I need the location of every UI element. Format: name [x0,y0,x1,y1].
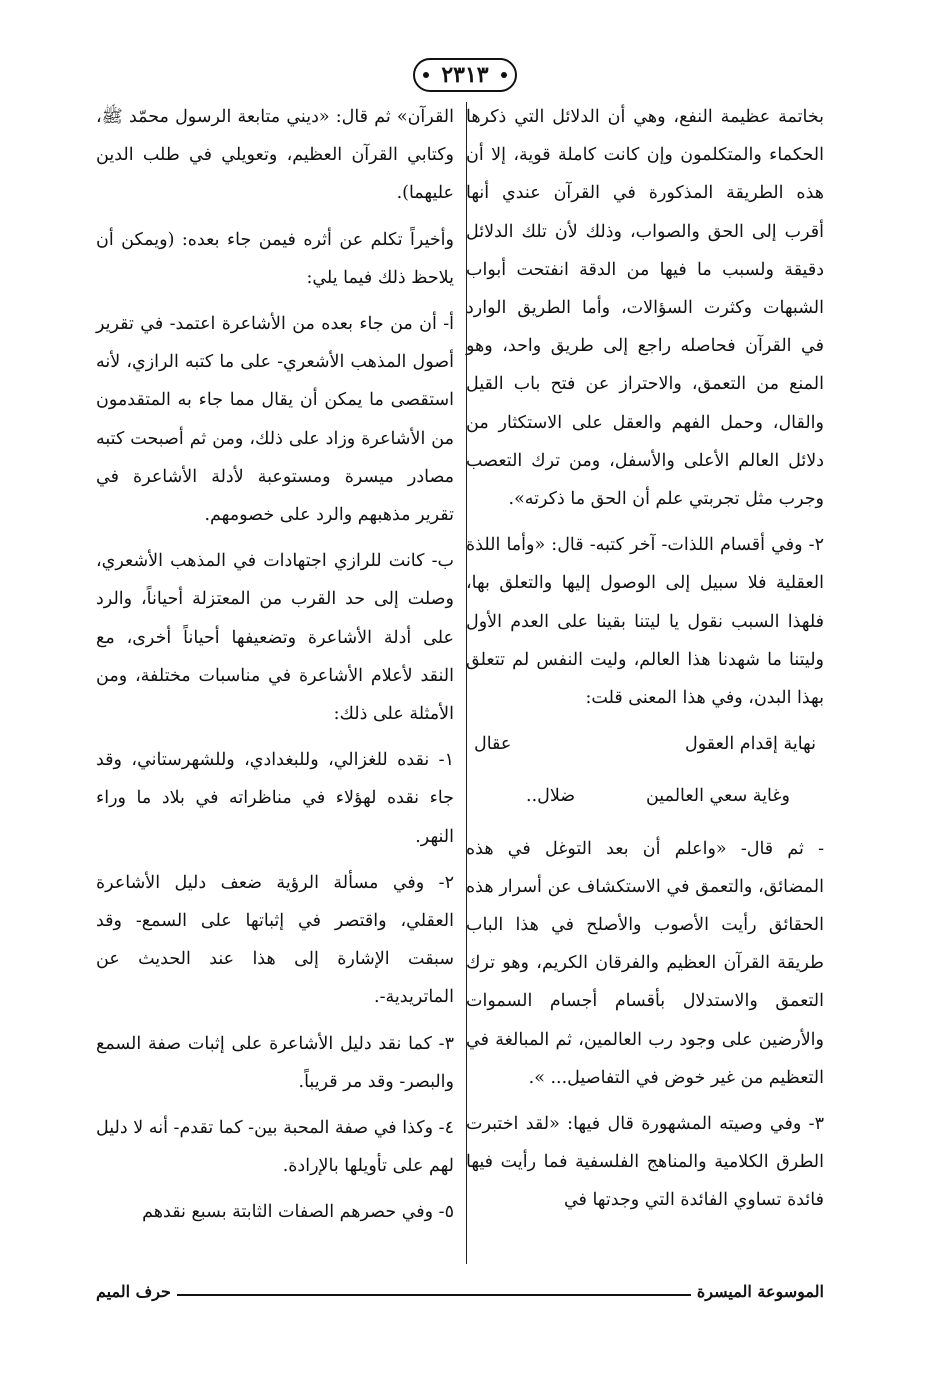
paragraph: وأخيراً تكلم عن أثره فيمن جاء بعده: (ويمكن أن يلاحظ ذلك فيما يلي: [96,229,454,288]
paragraph: ٣- كما نقد دليل الأشاعرة على إثبات صفة السمع والبصر- وقد مر قريباً. [96,1033,454,1092]
paragraph: ٢- وفي مسألة الرؤية ضعف دليل الأشاعرة العقلي، واقتصر في إثباتها على السمع- وقد سبقت الإشارة إلى هذا عند الحديث عن الماتريدية-. [96,872,454,1008]
paragraph: أ- أن من جاء بعده من الأشاعرة اعتمد- في تقرير أصول المذهب الأشعري- على ما كتبه الرازي، لأنه استقصى ما يمكن أن يقال مما جاء به المتقدمون من الأشاعرة وزاد على ذلك، ومن ثم أصبحت كتبه مصادر ميسرة ومستوعبة لأدلة الأشاعرة في تقرير مذهبهم والرد على خصومهم. [96,314,454,526]
paragraph: ب- كانت للرازي اجتهادات في المذهب الأشعري، وصلت إلى حد القرب من المعتزلة أحياناً، والرد على أدلة الأشاعرة وتضعيفها أحياناً أخرى، مع النقد لأعلام الأشاعرة في مناسبات مختلفة، ومن الأمثلة على ذلك: [96,551,454,725]
footer-section-title: حرف الميم [96,1281,171,1301]
page-footer [96,1276,824,1306]
paragraph: القرآن» ثم قال: «ديني متابعة الرسول محمّد ﷺ، وكتابي القرآن العظيم، وتعويلي في طلب الدين عليهما). [96,107,454,204]
left-column [96,98,454,1240]
paragraph: ٣- وفي وصيته المشهورة قال فيها: «لقد اختبرت الطرق الكلامية والمناهج الفلسفية فما رأيت فيها فائدة تساوي الفائدة التي وجدتها في [466,1114,824,1211]
column-divider [466,102,467,1264]
paragraph: ٢- وفي أقسام اللذات- آخر كتبه- قال: «وأما اللذة العقلية فلا سبيل إلى الوصول إليها والتعلق بها، فلهذا السبب نقول يا ليتنا بقينا على العدم الأول وليتنا ما شهدنا هذا العالم، وليت النفس لم تتعلق بهذا البدن، وفي هذا المعنى قلت: [466,535,824,709]
paragraph: ٤- وكذا في صفة المحبة بين- كما تقدم- أنه لا دليل لهم على تأويلها بالإرادة. [96,1118,454,1177]
footer-rule [177,1294,691,1296]
paragraph: ١- نقده للغزالي، وللبغدادي، وللشهرستاني، وقد جاء نقده لهؤلاء في مناظراته في بلاد ما وراء النهر. [96,750,454,847]
paragraph: - ثم قال- «واعلم أن بعد التوغل في هذه المضائق، والتعمق في الاستكشاف عن أسرار هذه الحقائق رأيت الأصوب والأصلح في هذا الباب طريقة القرآن العظيم والفرقان الكريم، وهو ترك التعمق والاستدلال بأقسام أجسام السموات والأرضين على وجود رب العالمين، ثم المبالغة في التعظيم من غير خوض في التفاصيل... ». [466,838,824,1088]
page-number-frame [0,58,930,92]
footer-book-title: الموسوعة الميسرة [696,1281,824,1301]
verse-line-2 [466,777,824,815]
verse-hemistich: وغاية سعي العالمين [645,786,790,807]
right-column [466,98,824,1228]
verse-line-1 [466,725,824,763]
verse-hemistich: نهاية إقدام العقول [684,734,816,755]
verse-hemistich: عقال [474,734,512,755]
verse-hemistich: ضلال.. [526,786,576,807]
paragraph: ٥- وفي حصرهم الصفات الثابتة بسبع نقدهم [142,1202,454,1223]
paragraph: بخاتمة عظيمة النفع، وهي أن الدلائل التي ذكرها الحكماء والمتكلمون وإن كانت كاملة قوية، إلا أن هذه الطريقة المذكورة في القرآن عندي أنها أقرب إلى الحق والصواب، وذلك لأن تلك الدلائل دقيقة ولسبب ما فيها من الدقة انفتحت أبواب الشبهات وكثرت السؤالات، وأما الطريق الوارد في القرآن فحاصله راجع إلى طريق واحد، وهو المنع من التعمق، والاحتراز عن فتح باب القيل والقال، وحمل الفهم والعقل على الاستكثار من دلائل العالم الأعلى والأسفل، ومن ترك التعصب وجرب مثل تجربتي علم أن الحق ما ذكرته». [466,107,824,510]
page-number: ٢٣١٣ [413,58,516,92]
